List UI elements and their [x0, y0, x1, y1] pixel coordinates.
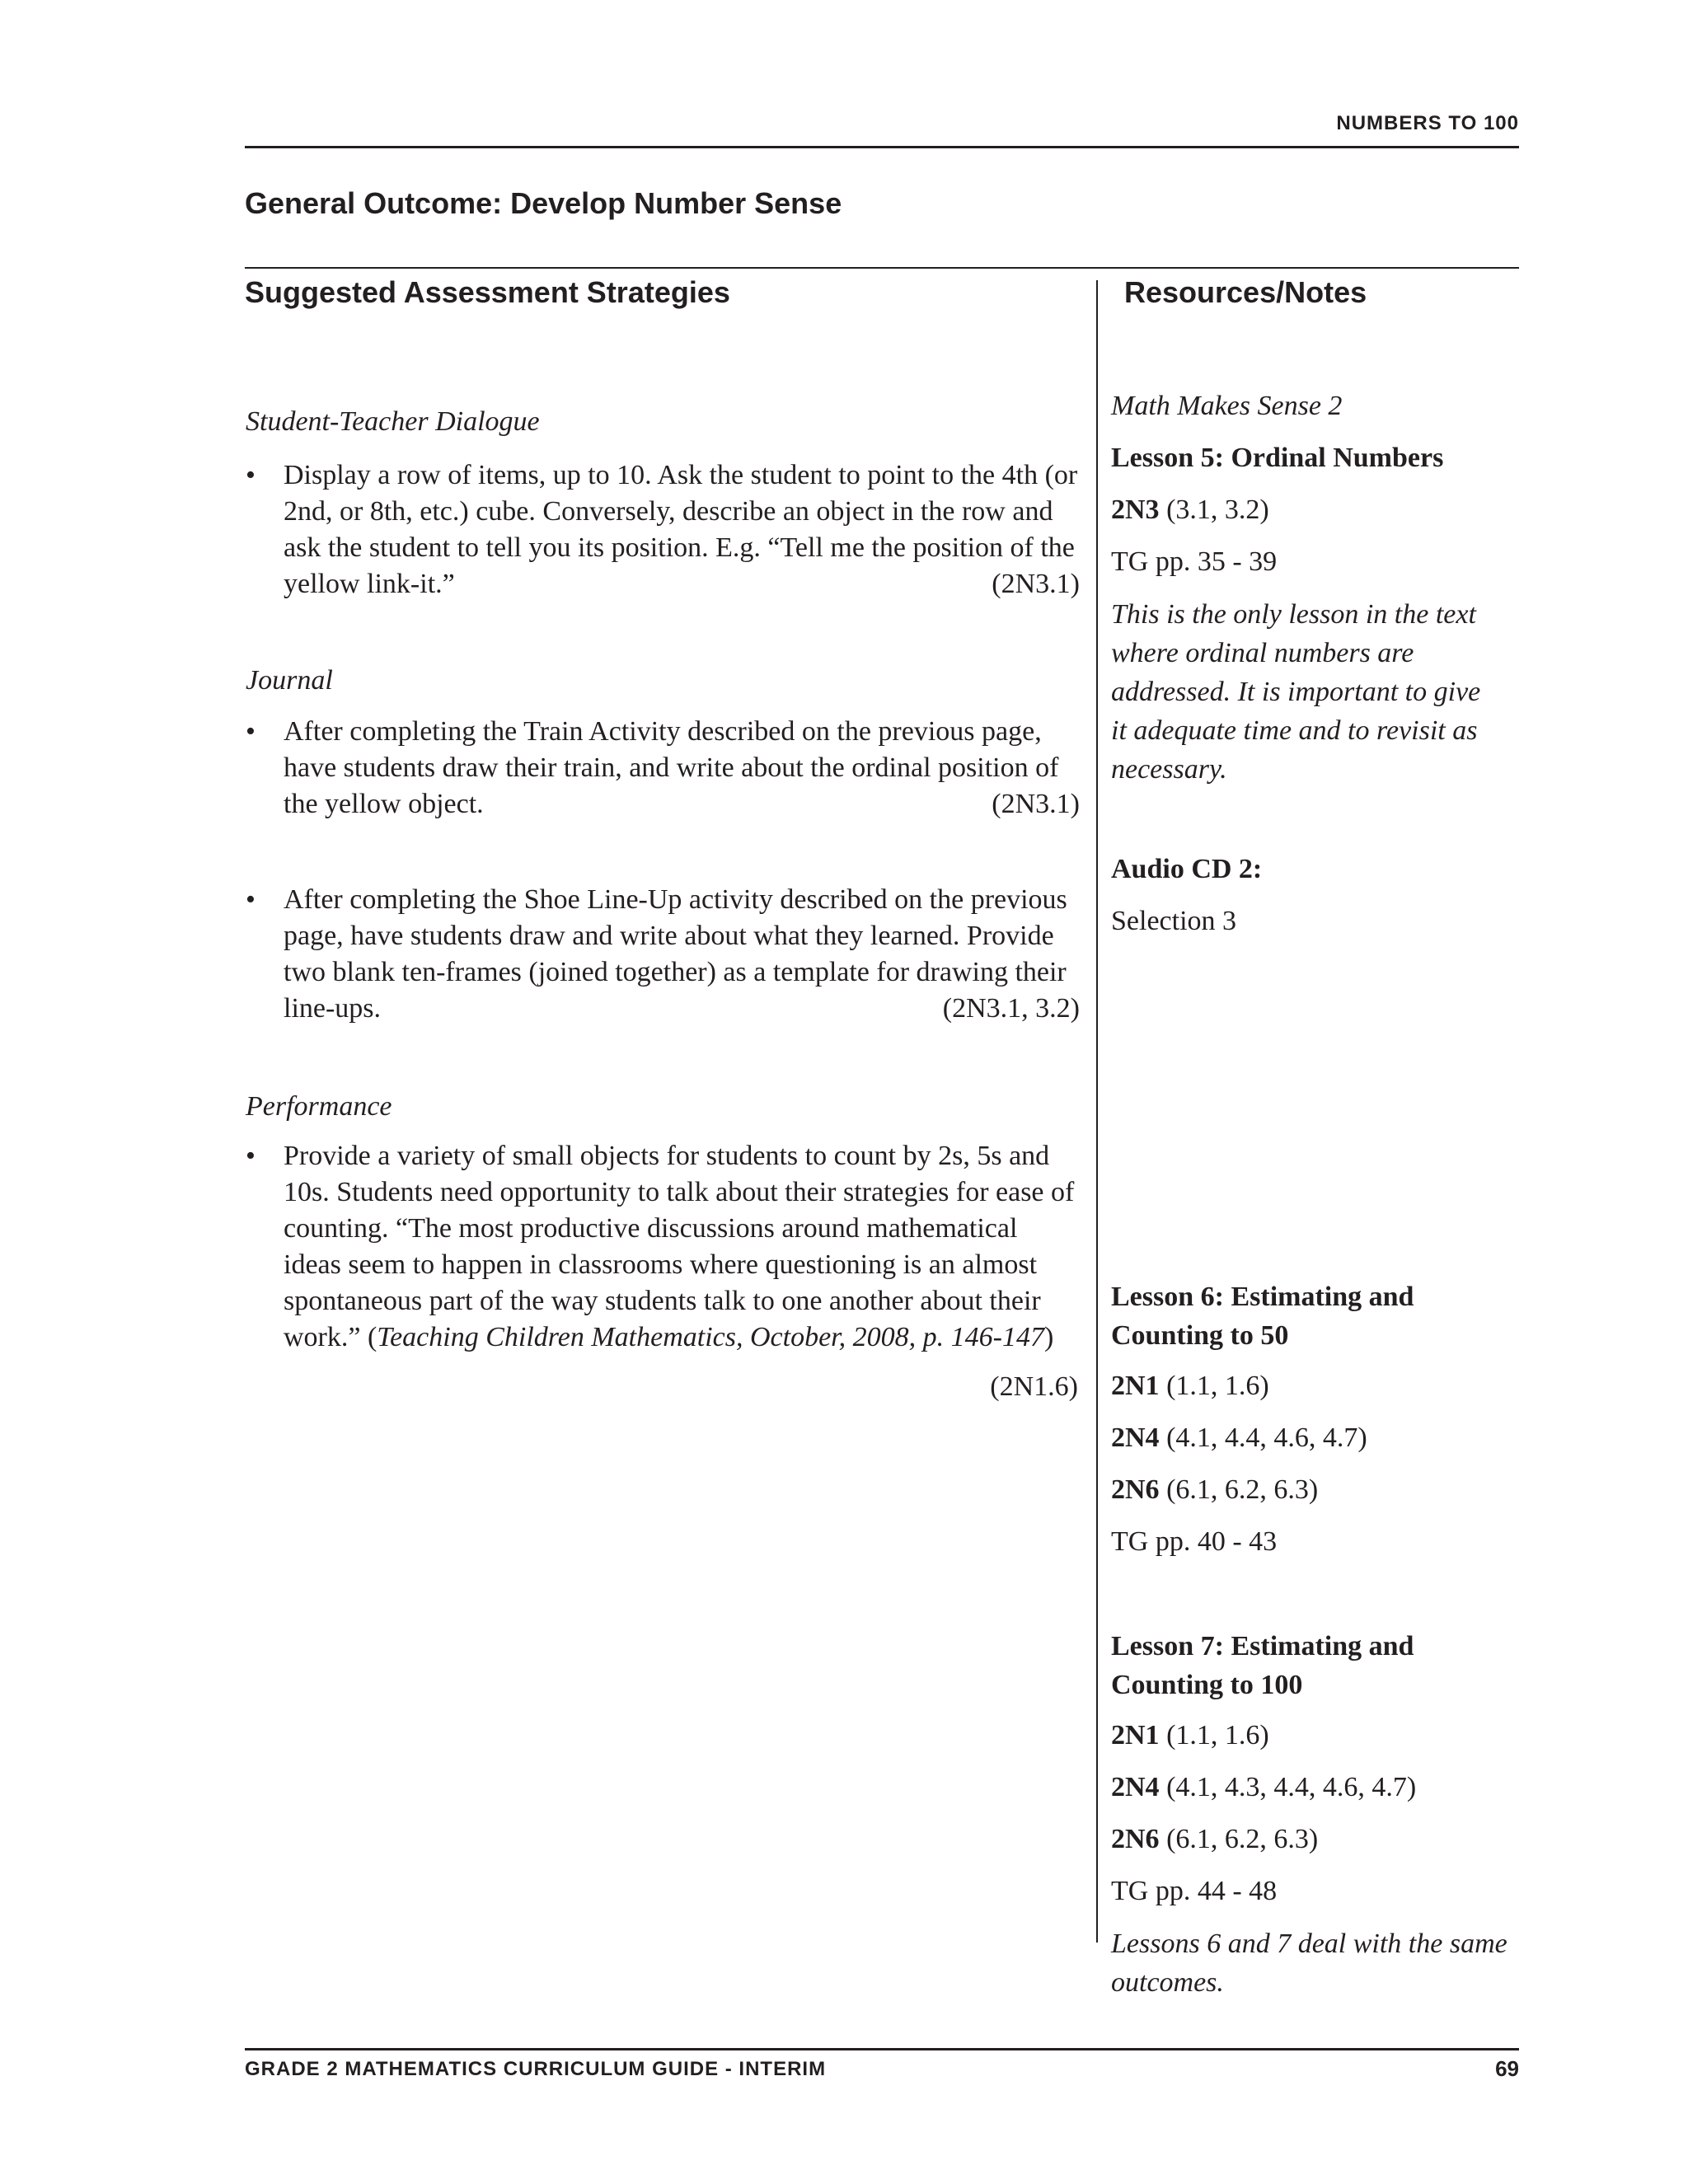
lesson7-title: Lesson 7: Estimating and Counting to 100 — [1111, 1631, 1414, 1700]
outcome-code: 2N4 — [1111, 1422, 1160, 1453]
performance-citation-close: ) — [1043, 1322, 1054, 1352]
outcome-code: 2N4 — [1111, 1772, 1160, 1802]
general-outcome-heading: General Outcome: Develop Number Sense — [245, 186, 842, 220]
lesson6-outcome-1 — [1111, 1367, 1490, 1405]
lesson7-outcome-3 — [1111, 1821, 1490, 1858]
lesson6-outcome-3 — [1111, 1471, 1490, 1509]
header-rule — [245, 146, 1519, 148]
journal-section-title: Journal — [246, 665, 333, 696]
dialogue-section-title: Student-Teacher Dialogue — [246, 406, 540, 437]
performance-outcome-ref: (2N1.6) — [990, 1371, 1078, 1402]
lesson5-title: Lesson 5: Ordinal Numbers — [1111, 443, 1444, 473]
journal-2-outcome-ref: (2N3.1, 3.2) — [942, 993, 1080, 1024]
journal-2-text: After completing the Shoe Line-Up activity described on the previous page, have students draw and write about what they learned. Provide two blank ten-frames (joined together) as a template for drawing their line-ups. — [284, 884, 1067, 1024]
page-number: 69 — [1495, 2056, 1519, 2081]
lesson6-tg-pages: TG pp. 40 - 43 — [1111, 1526, 1278, 1557]
column-divider — [1096, 280, 1098, 1943]
outcome-indicators: (4.1, 4.3, 4.4, 4.6, 4.7) — [1159, 1772, 1417, 1802]
outcome-rule — [245, 267, 1519, 269]
outcome-indicators: (4.1, 4.4, 4.6, 4.7) — [1159, 1422, 1367, 1453]
performance-text: Provide a variety of small objects for students to count by 2s, 5s and 10s. Students need opportunity to talk about their strategies for ease of counting. “The most productive discussions around mathematical ideas seem to happen in classrooms where questioning is an almost spontaneous part of the way students talk to one another about their work.” ( — [284, 1141, 1075, 1352]
outcome-indicators: (6.1, 6.2, 6.3) — [1159, 1824, 1319, 1854]
bullet-icon: • — [246, 1141, 256, 1171]
bullet-icon: • — [246, 884, 256, 915]
outcome-indicators: (1.1, 1.6) — [1159, 1371, 1269, 1401]
journal-bullet-2 — [246, 882, 1080, 1027]
assessment-strategies-heading: Suggested Assessment Strategies — [245, 275, 730, 309]
lesson7-outcome-1 — [1111, 1717, 1490, 1755]
resources-notes-heading: Resources/Notes — [1124, 275, 1367, 309]
lessons-6-7-note: Lessons 6 and 7 deal with the same outcomes. — [1111, 1929, 1507, 1998]
dialogue-bullet — [246, 457, 1080, 602]
lesson5-tg-pages: TG pp. 35 - 39 — [1111, 546, 1278, 577]
footer-guide-title: GRADE 2 MATHEMATICS CURRICULUM GUIDE - INTERIM — [245, 2058, 827, 2080]
performance-section-title: Performance — [246, 1091, 392, 1122]
lesson7-outcome-2 — [1111, 1769, 1490, 1807]
journal-bullet-1 — [246, 714, 1080, 823]
journal-1-text: After completing the Train Activity described on the previous page, have students draw their train, and write about the ordinal position of the yellow object. — [284, 716, 1059, 819]
performance-bullet — [246, 1138, 1080, 1356]
lesson7-tg-pages: TG pp. 44 - 48 — [1111, 1876, 1278, 1906]
bullet-icon: • — [246, 460, 256, 490]
journal-1-outcome-ref: (2N3.1) — [992, 789, 1080, 819]
outcome-code: 2N1 — [1111, 1720, 1160, 1750]
outcome-indicators: (1.1, 1.6) — [1159, 1720, 1269, 1750]
lesson5-note: This is the only lesson in the text where ordinal numbers are addressed. It is important to give it adequate time and to revisit as necessary. — [1111, 599, 1481, 785]
outcome-code: 2N6 — [1111, 1474, 1160, 1505]
performance-citation: Teaching Children Mathematics, October, 2008, p. 146-147 — [377, 1322, 1044, 1352]
bullet-icon: • — [246, 716, 256, 747]
audio-selection: Selection 3 — [1111, 906, 1237, 936]
dialogue-text: Display a row of items, up to 10. Ask the student to point to the 4th (or 2nd, or 8th, etc.) cube. Conversely, describe an object in the row and ask the student to tell you its position. E.g. “Tell me the position of the yellow link-it.” — [284, 460, 1078, 599]
lesson6-title: Lesson 6: Estimating and Counting to 50 — [1111, 1282, 1414, 1351]
resource-title: Math Makes Sense 2 — [1111, 391, 1343, 421]
outcome-code: 2N3 — [1111, 494, 1160, 525]
outcome-indicators: (3.1, 3.2) — [1159, 494, 1269, 525]
lesson5-outcome-1 — [1111, 491, 1490, 529]
audio-cd-title: Audio CD 2: — [1111, 854, 1263, 884]
running-head: NUMBERS TO 100 — [1336, 112, 1519, 134]
outcome-code: 2N1 — [1111, 1371, 1160, 1401]
outcome-indicators: (6.1, 6.2, 6.3) — [1159, 1474, 1319, 1505]
lesson6-outcome-2 — [1111, 1419, 1490, 1457]
outcome-code: 2N6 — [1111, 1824, 1160, 1854]
footer-rule — [245, 2048, 1519, 2050]
dialogue-outcome-ref: (2N3.1) — [992, 569, 1080, 599]
